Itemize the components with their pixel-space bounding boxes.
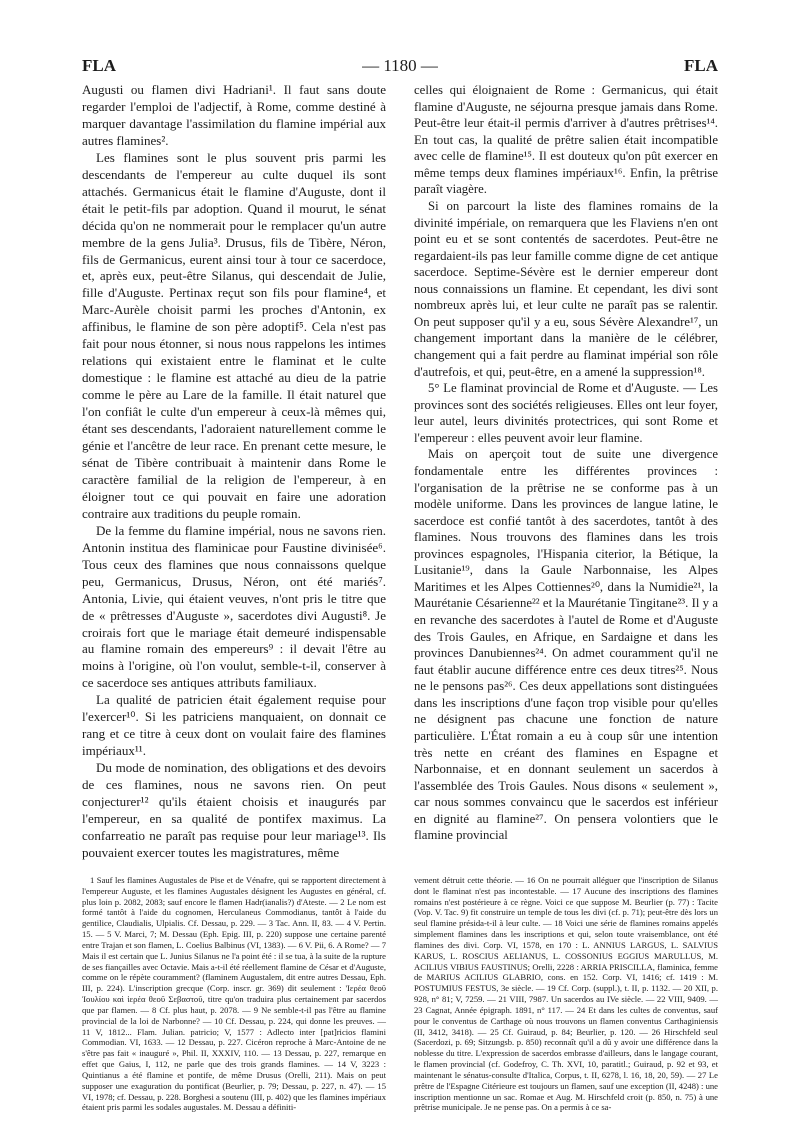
paragraph: Si on parcourt la liste des flamines romains de la divinité impériale, on remarquera que les Flaviens n'en ont point eu et se sont contentés de sacerdotes. Peut-être ne regardaient-ils pas leur famille comme digne de cet antique sacerdoce. Septime-Sévère est le dernier empereur dont nous connaissions un flamine. Et cependant, les divi sont nombreux après lui, et leur culte ne paraît pas se ralentir. On peut supposer qu'il y a eu, sous Sévère Alexandre¹⁷, un changement important dans la manière de le célébrer, changement qui a fait perdre au flaminat impérial son rôle d'autrefois, et qui, peut-être, en a amené la suppression¹⁸. [414, 198, 718, 379]
page-number: — 1180 — [362, 56, 438, 75]
paragraph: Mais on aperçoit tout de suite une divergence fondamentale entre les différentes provinces : l'organisation de la prêtrise ne se conforme pas à un modèle uniforme. Dans les provinces de langue latine, le sacerdoce est confié tantôt à des sacerdotes, tantôt à des flamines. Nous trouvons des flamines dans les trois provinces espagnoles, l'Hispania citerior, la Bétique, la Lusitanie¹⁹, dans la Gaule Narbonnaise, les Alpes Maritimes et les Alpes Cottiennes²⁰, dans la Numidie²¹, la Maurétanie Césarienne²² et la Maurétanie Tingitane²³. Il y a en revanche des sacerdotes à l'autel de Rome et d'Auguste des Trois Gaules, en Afrique, en Sardaigne et dans les provinces Danubiennes²⁴. On admet couramment qu'il ne faut établir aucune différence entre ces deux titres²⁵. Nous ne le pensons pas²⁶. Ces deux appellations sont distinguées dans les inscriptions d'une façon trop visible pour qu'elles ne désignent pas chacune une fonction de nature particulière. L'État romain a eu à coup sûr une intention très nette en créant des flamines en Espagne et Narbonnaise, et en donnant seulement un sacerdos à l'assemblée des Trois Gaules. Nous disons « seulement », car nous sommes convaincu que le sacerdos est inférieur en dignité au flamine²⁷. On pensera volontiers que le flamine provincial [414, 447, 718, 843]
paragraph: celles qui éloignaient de Rome : Germanicus, qui était flamine d'Auguste, ne séjourna presque jamais dans Rome. Peut-être leur était-il permis d'arriver à d'autres prêtrises¹⁴. En tout cas, la qualité de prêtre salien était incompatible avec celle de flamine¹⁵. Il est douteux qu'on pût exercer en même temps deux flamines impériaux¹⁶. Enfin, la prêtrise paraît viagère. [414, 83, 718, 197]
paragraph: Augusti ou flamen divi Hadriani¹. Il faut sans doute regarder l'emploi de l'adjectif, à Rome, comme destiné à marquer davantage l'assimilation du flamine impérial aux autres flamines². [82, 82, 386, 148]
paragraph: La qualité de patricien était également requise pour l'exercer¹⁰. Si les patriciens manquaient, on donnait ce rang et ce titre à ceux dont on voulait faire des flamines impériaux¹¹. [82, 692, 386, 759]
paragraph: 5° Le flaminat provincial de Rome et d'Auguste. — Les provinces sont des sociétés religieuses. Elles ont leur foyer, leur autel, leurs divinités protectrices, qui sont Rome et l'empereur : elles peuvent avoir leur flamine. [414, 381, 718, 445]
right-text-column [414, 82, 718, 844]
paragraph: De la femme du flamine impérial, nous ne savons rien. Antonin institua des flaminicae pour Faustine divinisée⁶. Tous ceux des flamines que nous connaissons quelque peu, Germanicus, Drusus, Néron, ont été mariés⁷. Antonia, Livie, qui étaient veuves, n'ont pris le titre que de « prêtresses d'Auguste », sacerdotes divi Augusti⁸. Je croirais fort que le mariage était demeuré indispensable au flamine romain des empereurs⁹ : il devait l'être au moins à l'origine, où l'on voulut, semble-t-il, conserver à ce sacerdoce ses antiques attributs familiaux. [82, 522, 386, 691]
left-text-column [82, 82, 386, 862]
footnotes-left [82, 875, 386, 1113]
footnote-block: vement détruit cette théorie. — 16 On ne pourrait alléguer que l'inscription de Silanus dont le flaminat n'est pas incontestable. — 17 Aucune des inscriptions des flamines romains n'est postérieure à ce règne. Voici ce que suppose M. Beurlier (p. 77) : Tacite (Vop. V. Tac. 9) fit construire un temple de tous les divi (cf. p. 71); peut-être dès lors un seul flamine présida-t-il à leur culte. — 18 Voici une série de flamines romains appelés simplement flamines dans les inscriptions et qui, selon toute vraisemblance, ont été flamines des divi. Corp. VI, 1578, en 170 : L. ANNIUS LARGUS, L. SALVIUS KARUS, L. ROSCIUS AELIANUS, L. COSSONIUS EGGIUS MARULLUS, M. ACILIUS VIBIUS FAUSTINUS; Orelli, 2228 : ARRIA PRISCILLA, flaminica, femme de MARIUS ACILIUS GLABRIO, cons. en 152. Corp. VI, 1416; cf. 1419 : M. POSTUMIUS FESTUS, 3e siècle. — 19 Cf. Corp. (suppl.), t. II, p. 1132. — 20 XII, p. 928, n° 81; V, 7259. — 21 VIII, 7987. Un sacerdos au IVe siècle. — 22 VIII, 9409. — 23 Cagnat, Année épigraph. 1891, n° 117. — 24 Et dans les cultes de conventus, sauf pour le conventus de Carthage où nous trouvons un flamen conventus Carthaginiensis (II, 3412, 3418). — 25 Cf. Guiraud, p. 84; Beurlier, p. 120. — 26 Hirschfeld seul (Sacerdozi, p. 69; Sitzungsb. p. 850) reconnaît qu'il a dû y avoir une différence dans la noblesse du titre. L'expression de sacerdos embrasse d'ailleurs, dans le langage courant, le flamen provincial (cf. Godefroy, C. Th. XVI, 10, paratitl.; Guiraud, p. 92 et 93, et maintenant le sénatus-consulte d'Italica, Corpus, t. II, 6278, l. 16, 18, 20, 59). — 27 Le prêtre de l'Espagne Citérieure est toujours un flamen, sauf une exception (II, 4248) : une inscription mentionne un sac. Romae et Aug. M. Hirschfeld croit (p. 850, n. 75) à une prêtrise municipale. Je ne pense pas. On a permis à ce sa- [414, 875, 718, 1113]
footnote-block: 1 Sauf les flamines Augustales de Pise et de Vénafre, qui se rapportent directement à l'empereur Auguste, et les flamines Augustales désignent les Augustes en général, cf. plus loin p. 2082, 2083; sauf encore le flamen Hadr(ianalis?) d'Ateste. — 2 Le nom est formé tantôt à l'aide du cognomen, Herculaneus Commodianus, tantôt à l'aide du gentilice, Claudialis, Ulpialis. Cf. Dessau, p. 229. — 3 Tac. Ann. II, 83. — 4 V. Pertin. 15. — 5 V. Marci, 7; M. Dessau (Eph. Epig. III, p. 220) suppose une certaine parenté entre Trajan et son flamen, L. Coelius Balbinus (VI, 1383). — 6 V. Pii, 6. A Rome? — 7 Mais il est certain que L. Junius Silanus ne l'a point été : il se tua, à la suite de la rupture de ses fiançailles avec Octavie. Mais a-t-il été réellement flamine de César et d'Auguste, comme on le répète couramment? (flaminem Augustalem, dit entre autres Dessau, Eph. III, p. 224). L'inscription grecque (Corp. inscr. gr. 369) dit seulement : 'Ιερέα θεοῦ Ἰουλίου καὶ ἱερέα θεοῦ Σεβαστοῦ, titre qu'on traduira plus certainement par sacerdos que par flamen. — 8 Cf. plus haut, p. 2078. — 9 Ne semble-t-il pas l'être au flamine provincial de la loi de Narbonne? — 10 Cf. Dessau, p. 224, qui donne les preuves. — 11 V, 1812... Flam. Julian. patricio; V, 1577 : Adlecto inter [pat]ricios flamini Commodian. VI, 1633. — 12 Dessau, p. 227. Cicéron reproche à Marc-Antoine de ne s'être pas fait « inauguré », Phil. II, XXXIV, 110. — 13 Dessau, p. 227, remarque en effet que Gaius, I, 112, ne parle que des trois grands flamines. — 14 V, 3223 : Quintianus a été flamine et pontife, de même Drusus (Orelli, 211). Mais on peut supposer une exaguration du pontificat (Beurlier, p. 79; Dessau, p. 227, n. 47). — 15 VI, 1978; cf. Dessau, p. 228. Borghesi a soutenu (III, p. 402) que les flamines impériaux étaient pris parmi les sodales augustales. M. Dessau a définiti- [82, 875, 386, 1113]
paragraph: Du mode de nomination, des obligations et des devoirs de ces flamines, nous ne savons rien. On peut conjecturer¹² qu'ils étaient choisis et inaugurés par l'empereur, en sa qualité de pontifex maximus. La confarreatio ne paraît pas requise pour leur mariage¹³. Ils pouvaient exercer toutes les magistratures, même [82, 760, 386, 860]
page-header [82, 56, 718, 78]
running-head-left: FLA [82, 56, 116, 75]
running-head-right: FLA [684, 56, 718, 75]
footnotes-right [414, 875, 718, 1113]
paragraph: Les flamines sont le plus souvent pris parmi les descendants de l'empereur au culte duquel ils sont attachés. Germanicus était le flamine d'Auguste, dont il était le petit-fils par adoption. Quand il mourut, le sénat décida qu'on ne nommerait pour le remplacer qu'un autre membre de la gens Julia³. Drusus, fils de Tibère, Néron, fils de Germanicus, eurent ainsi tour à tour ce sacerdoce, et, après eux, peut-être Silanus, qui descendait de Julie, fille d'Auguste. Pertinax reçut son fils pour flamine⁴, et Marc-Aurèle choisit parmi les proches d'Antonin, ex affinibus, le flamine de son père adoptif⁵. Cela n'est pas fait pour nous étonner, si nous nous rappelons les intimes relations qui existaient entre le flaminat et le culte domestique : le flamine est attaché au dieu de la patrie comme le père au Lare de la famille. Il était naturel que l'on confiât le culte d'un empereur à ceux-là mêmes qui, étant ses descendants, l'adoraient naturellement comme le génie et l'ancêtre de leur race. En prenant cette mesure, le sénat de Tibère contribuait à maintenir dans Rome le caractère familial de la religion de l'empereur, à en éloigner tout ce qui pouvait en faire une adoration contraire aux traditions du peuple romain. [82, 149, 386, 521]
